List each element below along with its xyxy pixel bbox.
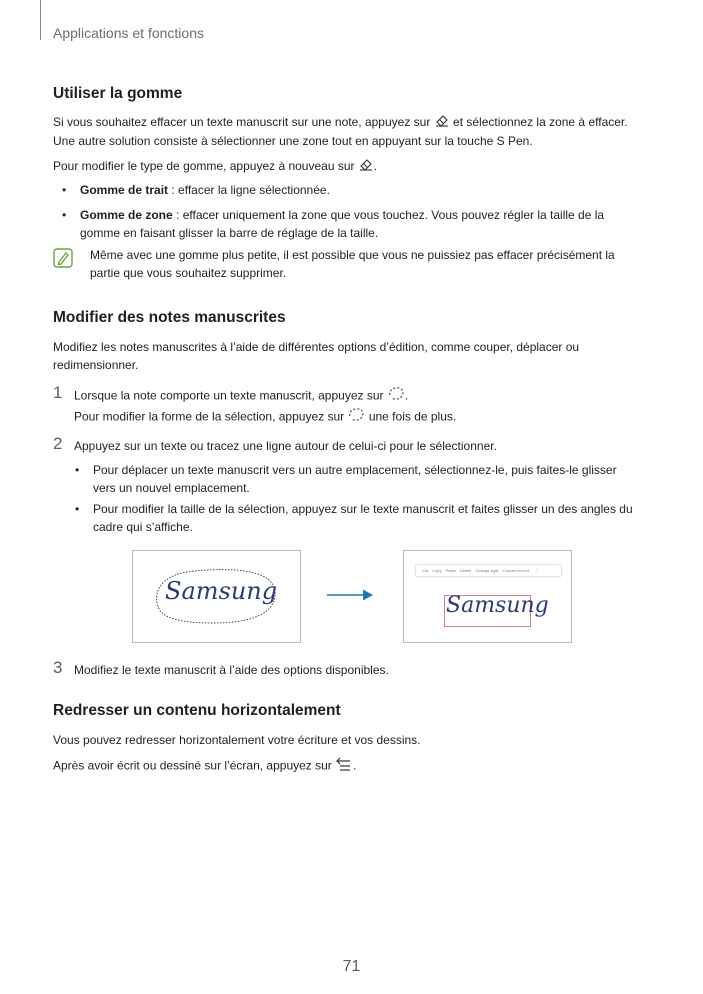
step-number-3: 3 <box>53 658 63 677</box>
step-3-text: Modifiez le texte manuscrit à l’aide des options disponibles. <box>74 663 389 677</box>
toolbar-paste[interactable]: Paste <box>445 568 456 573</box>
section-title-edit: Modifier des notes manuscrites <box>53 309 286 326</box>
section-title-straighten: Redresser un contenu horizontalement <box>53 702 341 719</box>
figure-after-selection <box>403 550 572 643</box>
header-rule <box>40 0 41 40</box>
figure-before-selection <box>132 550 301 643</box>
handwriting-after: Samsung <box>446 593 549 618</box>
straighten-paragraph-1: Vous pouvez redresser horizontalement votre écriture et vos dessins. <box>53 733 421 747</box>
sub-bullet-move: • Pour déplacer un texte manuscrit vers un autre emplacement, sélectionnez-le, puis faites-le glisser vers un nouvel emplacement. <box>75 463 617 495</box>
lasso-select-icon <box>387 386 405 407</box>
page-header: Applications et fonctions <box>53 25 204 41</box>
toolbar-copy[interactable]: Copy <box>432 568 442 573</box>
bullet-stroke-eraser: • Gomme de trait : effacer la ligne sélectionnée. <box>62 183 330 197</box>
toolbar-change-style[interactable]: Change style <box>475 568 499 573</box>
step-number-2: 2 <box>53 434 63 453</box>
straighten-paragraph-2: Après avoir écrit ou dessiné sur l’écran, appuyez sur . <box>53 756 653 777</box>
eraser-icon <box>358 157 374 176</box>
arrow-icon <box>327 588 375 607</box>
straighten-icon <box>335 756 353 777</box>
toolbar-convert[interactable]: Convert to text <box>502 568 529 573</box>
lasso-select-icon <box>347 407 365 428</box>
step-number-1: 1 <box>53 383 63 402</box>
note-icon <box>53 248 73 273</box>
eraser-icon <box>434 113 450 132</box>
sub-bullet-resize: • Pour modifier la taille de la sélection, appuyez sur le texte manuscrit et faites glisser un des angles du cadre qui s’affiche. <box>75 502 633 534</box>
step-1-text: Lorsque la note comporte un texte manuscrit, appuyez sur . Pour modifier la forme de la sélection, appuyez sur une fois de plus. <box>74 386 654 428</box>
edit-intro: Modifiez les notes manuscrites à l’aide de différentes options d’édition, comme couper, déplacer ou redimensionner. <box>53 340 580 372</box>
note-text: Même avec une gomme plus petite, il est possible que vous ne puissiez pas effacer précisément la partie que vous souhaitez supprimer. <box>90 248 615 280</box>
edit-toolbar <box>416 565 561 576</box>
toolbar-cut[interactable]: Cut <box>422 568 429 573</box>
eraser-paragraph-1: Si vous souhaitez effacer un texte manuscrit sur une note, appuyez sur et sélectionnez la zone à effacer. Une autre solution consiste à sélectionner une zone tout en appuyant sur la touche S Pen. <box>53 115 628 149</box>
more-options-icon[interactable]: ⋮ <box>534 567 540 574</box>
bullet-area-eraser: • Gomme de zone : effacer uniquement la zone que vous touchez. Vous pouvez régler la taille de la gomme en faisant glisser la barre de réglage de la taille. <box>62 208 605 240</box>
section-title-eraser: Utiliser la gomme <box>53 85 183 102</box>
page-number: 71 <box>342 958 361 975</box>
step-2-text: Appuyez sur un texte ou tracez une ligne autour de celui-ci pour le sélectionner. <box>74 439 497 453</box>
toolbar-delete[interactable]: Delete <box>459 568 472 573</box>
eraser-paragraph-2: Pour modifier le type de gomme, appuyez à nouveau sur . <box>53 157 653 176</box>
handwriting-before: Samsung <box>165 577 278 605</box>
